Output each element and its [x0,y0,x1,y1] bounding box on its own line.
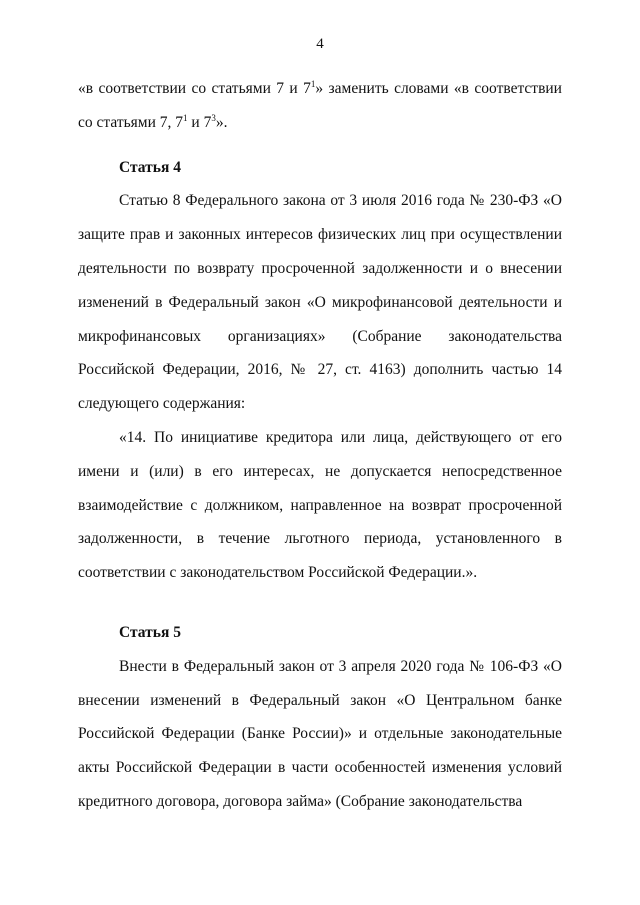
article-5-heading: Статья 5 [119,623,181,641]
intro-text-2: » заменить словами «в соответствии со статьями 7, 7 [78,80,562,131]
document-body [78,72,562,819]
article-4-body: Статью 8 Федерального закона от 3 июля 2016 года № 230-ФЗ «О защите прав и законных интересов физических лиц при осуществлении деятельности по возврату просроченной задолженности и о внесении изменений в Федеральный закон «О микрофинансовой деятельности и микрофинансовых организациях» (Собрание законодательства Российской Федерации, 2016, № 27, ст. 4163) дополнить частью 14 следующего содержания: [78,192,562,413]
page-number: 4 [316,36,324,52]
superscript-2: 1 [183,112,188,123]
article-4-heading: Статья 4 [119,158,181,176]
article-5-body: Внести в Федеральный закон от 3 апреля 2020 года № 106-ФЗ «О внесении изменений в Федеральный закон «О Центральном банке Российской Федерации (Банке России)» и отдельные законодательные акты Российской Федерации в части особенностей изменения условий кредитного договора, договора займа» (Собрание законодательства [78,657,562,810]
intro-text-3: и 7 [187,113,212,131]
superscript-1: 1 [310,79,316,89]
article-4-quote: «14. По инициативе кредитора или лица, действующего от его имени и (или) в его интересах, не допускается непосредственное взаимодействие с должником, направленное на возврат просроченной задолженности, в течение льготного периода, установленного в соответствии с законодательством Российской Федерации.». [78,428,562,582]
superscript-3: 3 [211,112,216,123]
intro-paragraph [78,72,562,140]
intro-text-4: ». [215,113,228,131]
intro-text-1: «в соответствии со статьями 7 и 7 [78,80,311,97]
